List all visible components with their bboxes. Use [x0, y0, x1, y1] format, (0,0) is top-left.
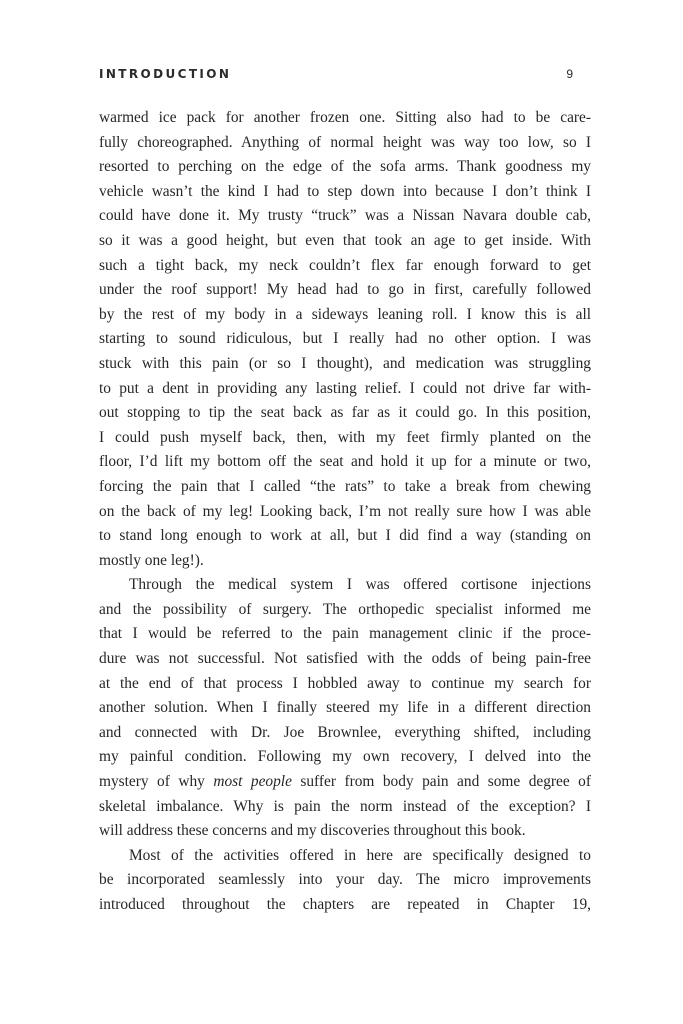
- body-text: [99, 106, 591, 918]
- text-line: by the rest of my body in a sideways leaning roll. I know this is all: [99, 305, 591, 323]
- text-line: to stand long enough to work at all, but I did find a way (standing on: [99, 527, 591, 545]
- text-line: forcing the pain that I called “the rats” to take a break from chewing: [99, 477, 591, 495]
- text-line: [99, 770, 591, 795]
- text-line: on the back of my leg! Looking back, I’m not really sure how I was able: [99, 502, 591, 520]
- text-line: could have done it. My trusty “truck” was a Nissan Navara double cab,: [99, 207, 591, 225]
- text-line: floor, I’d lift my bottom off the seat and hold it up for a minute or two,: [99, 453, 591, 471]
- text-line: under the roof support! My head had to go in first, carefully followed: [99, 281, 591, 299]
- text-line: skeletal imbalance. Why is pain the norm instead of the exception? I: [99, 797, 591, 815]
- text-line: to put a dent in providing any lasting relief. I could not drive far with-: [99, 379, 591, 397]
- text-line: out stopping to tip the seat back as far as it could go. In this position,: [99, 404, 591, 422]
- text-line: stuck with this pain (or so I thought), and medication was struggling: [99, 354, 591, 372]
- text-line: at the end of that process I hobbled away to continue my search for: [99, 674, 591, 692]
- text-line: dure was not successful. Not satisfied with the odds of being pain-free: [99, 650, 591, 668]
- emphasis: most people: [213, 773, 292, 791]
- text-line: be incorporated seamlessly into your day. The micro improvements: [99, 871, 591, 889]
- text-line: another solution. When I finally steered my life in a different direction: [99, 699, 591, 717]
- text-line: so it was a good height, but even that took an age to get inside. With: [99, 231, 591, 249]
- text-line: resorted to perching on the edge of the sofa arms. Thank goodness my: [99, 158, 591, 176]
- text-line: will address these concerns and my discoveries throughout this book.: [99, 822, 526, 840]
- text-line: introduced throughout the chapters are repeated in Chapter 19,: [99, 896, 591, 913]
- text-line: I could push myself back, then, with my feet firmly planted on the: [99, 428, 591, 446]
- text-fragment: suffer from body pain and some degree of: [291, 773, 592, 791]
- text-line: starting to sound ridiculous, but I really had no other option. I was: [99, 330, 591, 348]
- text-line: such a tight back, my neck couldn’t flex far enough forward to get: [99, 256, 591, 274]
- text-fragment: mystery of why: [99, 773, 214, 791]
- text-line: fully choreographed. Anything of normal height was way too low, so I: [99, 133, 591, 151]
- running-head: [99, 67, 573, 85]
- text-line: mostly one leg!).: [99, 551, 204, 569]
- text-line: that I would be referred to the pain management clinic if the proce-: [99, 625, 591, 643]
- text-line: Through the medical system I was offered cortisone injections: [129, 576, 591, 594]
- text-line: warmed ice pack for another frozen one. Sitting also had to be care-: [99, 109, 591, 126]
- text-line: and connected with Dr. Joe Brownlee, everything shifted, including: [99, 723, 591, 741]
- text-line: my painful condition. Following my own recovery, I delved into the: [99, 748, 591, 766]
- page-number: 9: [566, 67, 573, 81]
- text-line: and the possibility of surgery. The orthopedic specialist informed me: [99, 600, 591, 618]
- text-line: Most of the activities offered in here are specifically designed to: [129, 846, 591, 864]
- text-line: vehicle wasn’t the kind I had to step down into because I don’t think I: [99, 182, 591, 200]
- section-title: INTRODUCTION: [99, 67, 232, 81]
